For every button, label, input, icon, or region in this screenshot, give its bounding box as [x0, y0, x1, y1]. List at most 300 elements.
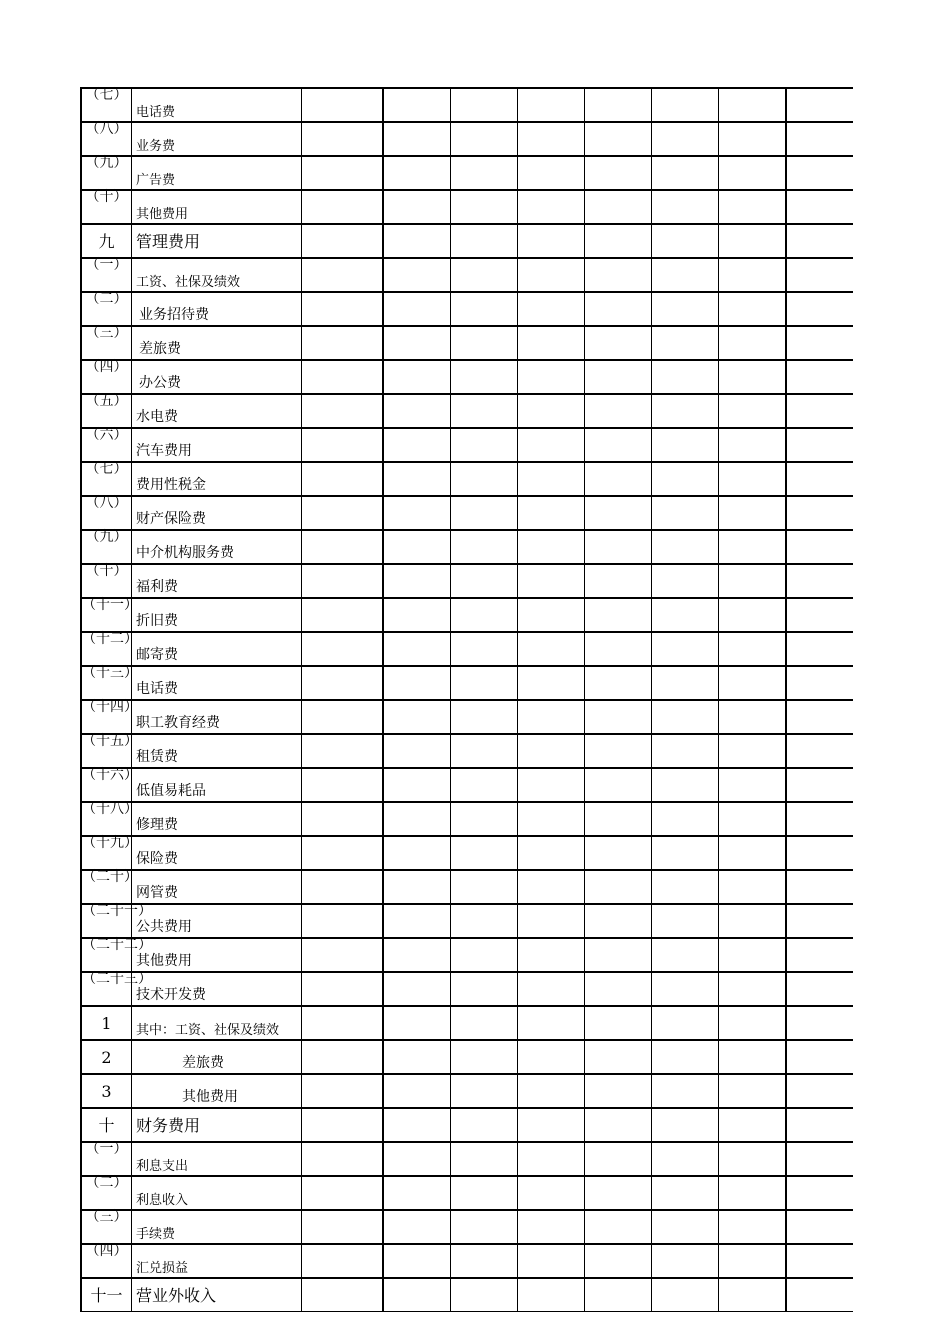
row-number[interactable]: （十五）: [81, 734, 132, 768]
row-item-name[interactable]: 邮寄费: [132, 632, 302, 666]
value-cell[interactable]: [383, 700, 451, 734]
value-cell[interactable]: [585, 904, 652, 938]
value-cell[interactable]: [719, 632, 787, 666]
value-cell[interactable]: [451, 1210, 518, 1244]
value-cell[interactable]: [518, 224, 585, 258]
row-item-name[interactable]: 业务招待费: [132, 292, 302, 326]
row-number[interactable]: （三）: [81, 326, 132, 360]
value-cell[interactable]: [383, 938, 451, 972]
row-item-name[interactable]: 工资、社保及绩效: [132, 258, 302, 292]
value-cell[interactable]: [518, 666, 585, 700]
value-cell[interactable]: [383, 768, 451, 802]
row-number[interactable]: （五）: [81, 394, 132, 428]
value-cell[interactable]: [719, 326, 787, 360]
value-cell[interactable]: [383, 904, 451, 938]
value-cell[interactable]: [786, 462, 853, 496]
value-cell[interactable]: [383, 598, 451, 632]
value-cell[interactable]: [652, 88, 719, 122]
row-item-name[interactable]: 财务费用: [132, 1108, 302, 1142]
row-number[interactable]: （七）: [81, 88, 132, 122]
value-cell[interactable]: [719, 360, 787, 394]
value-cell[interactable]: [719, 564, 787, 598]
value-cell[interactable]: [585, 700, 652, 734]
value-cell[interactable]: [518, 394, 585, 428]
value-cell[interactable]: [786, 802, 853, 836]
row-item-name[interactable]: 手续费: [132, 1210, 302, 1244]
value-cell[interactable]: [302, 734, 384, 768]
value-cell[interactable]: [383, 666, 451, 700]
value-cell[interactable]: [585, 1278, 652, 1312]
row-item-name[interactable]: 财产保险费: [132, 496, 302, 530]
value-cell[interactable]: [518, 632, 585, 666]
value-cell[interactable]: [451, 938, 518, 972]
value-cell[interactable]: [652, 836, 719, 870]
value-cell[interactable]: [719, 904, 787, 938]
value-cell[interactable]: [719, 258, 787, 292]
value-cell[interactable]: [719, 1006, 787, 1040]
value-cell[interactable]: [652, 326, 719, 360]
value-cell[interactable]: [585, 462, 652, 496]
value-cell[interactable]: [652, 1108, 719, 1142]
value-cell[interactable]: [585, 292, 652, 326]
value-cell[interactable]: [451, 972, 518, 1006]
value-cell[interactable]: [652, 972, 719, 1006]
value-cell[interactable]: [451, 530, 518, 564]
value-cell[interactable]: [585, 1040, 652, 1074]
value-cell[interactable]: [786, 292, 853, 326]
value-cell[interactable]: [451, 360, 518, 394]
value-cell[interactable]: [383, 360, 451, 394]
value-cell[interactable]: [451, 564, 518, 598]
value-cell[interactable]: [518, 1040, 585, 1074]
value-cell[interactable]: [383, 1210, 451, 1244]
value-cell[interactable]: [518, 768, 585, 802]
value-cell[interactable]: [786, 904, 853, 938]
value-cell[interactable]: [719, 88, 787, 122]
value-cell[interactable]: [302, 462, 384, 496]
value-cell[interactable]: [383, 190, 451, 224]
value-cell[interactable]: [451, 326, 518, 360]
row-item-name[interactable]: 低值易耗品: [132, 768, 302, 802]
value-cell[interactable]: [786, 530, 853, 564]
row-item-name[interactable]: 中介机构服务费: [132, 530, 302, 564]
row-item-name[interactable]: 技术开发费: [132, 972, 302, 1006]
value-cell[interactable]: [302, 258, 384, 292]
row-number[interactable]: （二十一）: [81, 904, 132, 938]
value-cell[interactable]: [451, 870, 518, 904]
value-cell[interactable]: [585, 1108, 652, 1142]
row-item-name[interactable]: 网管费: [132, 870, 302, 904]
value-cell[interactable]: [302, 564, 384, 598]
value-cell[interactable]: [302, 156, 384, 190]
row-item-name[interactable]: 利息支出: [132, 1142, 302, 1176]
row-item-name[interactable]: 公共费用: [132, 904, 302, 938]
value-cell[interactable]: [383, 972, 451, 1006]
value-cell[interactable]: [719, 292, 787, 326]
value-cell[interactable]: [302, 768, 384, 802]
value-cell[interactable]: [652, 258, 719, 292]
row-number[interactable]: 九: [81, 224, 132, 258]
row-item-name[interactable]: 办公费: [132, 360, 302, 394]
value-cell[interactable]: [585, 768, 652, 802]
value-cell[interactable]: [786, 870, 853, 904]
value-cell[interactable]: [518, 122, 585, 156]
row-item-name[interactable]: 其中：工资、社保及绩效: [132, 1006, 302, 1040]
value-cell[interactable]: [302, 360, 384, 394]
row-number[interactable]: （二十三）: [81, 972, 132, 1006]
value-cell[interactable]: [652, 700, 719, 734]
value-cell[interactable]: [585, 1006, 652, 1040]
value-cell[interactable]: [652, 190, 719, 224]
row-item-name[interactable]: 汇兑损益: [132, 1244, 302, 1278]
row-number[interactable]: （一）: [81, 258, 132, 292]
value-cell[interactable]: [451, 734, 518, 768]
value-cell[interactable]: [719, 224, 787, 258]
row-number[interactable]: （九）: [81, 530, 132, 564]
value-cell[interactable]: [518, 462, 585, 496]
row-number[interactable]: 3: [81, 1074, 132, 1108]
value-cell[interactable]: [451, 1142, 518, 1176]
value-cell[interactable]: [451, 224, 518, 258]
value-cell[interactable]: [585, 1210, 652, 1244]
value-cell[interactable]: [585, 1244, 652, 1278]
value-cell[interactable]: [518, 530, 585, 564]
value-cell[interactable]: [518, 156, 585, 190]
value-cell[interactable]: [719, 190, 787, 224]
value-cell[interactable]: [652, 394, 719, 428]
value-cell[interactable]: [451, 802, 518, 836]
value-cell[interactable]: [518, 1278, 585, 1312]
value-cell[interactable]: [518, 360, 585, 394]
value-cell[interactable]: [383, 870, 451, 904]
value-cell[interactable]: [451, 462, 518, 496]
value-cell[interactable]: [786, 258, 853, 292]
value-cell[interactable]: [652, 1006, 719, 1040]
value-cell[interactable]: [302, 1006, 384, 1040]
value-cell[interactable]: [302, 938, 384, 972]
row-number[interactable]: （二）: [81, 292, 132, 326]
value-cell[interactable]: [302, 836, 384, 870]
value-cell[interactable]: [786, 224, 853, 258]
value-cell[interactable]: [652, 1210, 719, 1244]
value-cell[interactable]: [786, 326, 853, 360]
value-cell[interactable]: [786, 938, 853, 972]
value-cell[interactable]: [518, 734, 585, 768]
value-cell[interactable]: [585, 190, 652, 224]
row-number[interactable]: （十四）: [81, 700, 132, 734]
row-number[interactable]: （三）: [81, 1210, 132, 1244]
value-cell[interactable]: [302, 122, 384, 156]
value-cell[interactable]: [719, 428, 787, 462]
row-number[interactable]: （八）: [81, 122, 132, 156]
value-cell[interactable]: [786, 1142, 853, 1176]
value-cell[interactable]: [451, 428, 518, 462]
value-cell[interactable]: [518, 428, 585, 462]
value-cell[interactable]: [786, 122, 853, 156]
value-cell[interactable]: [302, 972, 384, 1006]
value-cell[interactable]: [585, 836, 652, 870]
value-cell[interactable]: [652, 1278, 719, 1312]
row-number[interactable]: （一）: [81, 1142, 132, 1176]
value-cell[interactable]: [786, 632, 853, 666]
value-cell[interactable]: [518, 1006, 585, 1040]
value-cell[interactable]: [786, 836, 853, 870]
value-cell[interactable]: [585, 734, 652, 768]
value-cell[interactable]: [451, 1176, 518, 1210]
value-cell[interactable]: [719, 1278, 787, 1312]
row-item-name[interactable]: 管理费用: [132, 224, 302, 258]
value-cell[interactable]: [451, 700, 518, 734]
row-number[interactable]: （十八）: [81, 802, 132, 836]
value-cell[interactable]: [383, 326, 451, 360]
value-cell[interactable]: [451, 768, 518, 802]
value-cell[interactable]: [451, 598, 518, 632]
value-cell[interactable]: [719, 1074, 787, 1108]
value-cell[interactable]: [719, 938, 787, 972]
value-cell[interactable]: [302, 190, 384, 224]
value-cell[interactable]: [302, 700, 384, 734]
value-cell[interactable]: [652, 1142, 719, 1176]
value-cell[interactable]: [585, 632, 652, 666]
value-cell[interactable]: [652, 1074, 719, 1108]
value-cell[interactable]: [652, 1176, 719, 1210]
value-cell[interactable]: [652, 632, 719, 666]
value-cell[interactable]: [383, 1040, 451, 1074]
row-item-name[interactable]: 差旅费: [132, 1040, 302, 1074]
value-cell[interactable]: [585, 258, 652, 292]
value-cell[interactable]: [383, 1006, 451, 1040]
value-cell[interactable]: [451, 1278, 518, 1312]
row-number[interactable]: 十一: [81, 1278, 132, 1312]
value-cell[interactable]: [383, 292, 451, 326]
value-cell[interactable]: [585, 122, 652, 156]
value-cell[interactable]: [652, 938, 719, 972]
row-number[interactable]: （十）: [81, 564, 132, 598]
value-cell[interactable]: [719, 666, 787, 700]
value-cell[interactable]: [518, 1244, 585, 1278]
row-item-name[interactable]: 修理费: [132, 802, 302, 836]
value-cell[interactable]: [652, 666, 719, 700]
value-cell[interactable]: [585, 802, 652, 836]
value-cell[interactable]: [652, 768, 719, 802]
value-cell[interactable]: [302, 394, 384, 428]
value-cell[interactable]: [383, 156, 451, 190]
value-cell[interactable]: [518, 190, 585, 224]
row-item-name[interactable]: 其他费用: [132, 938, 302, 972]
value-cell[interactable]: [652, 122, 719, 156]
row-item-name[interactable]: 福利费: [132, 564, 302, 598]
value-cell[interactable]: [585, 496, 652, 530]
value-cell[interactable]: [518, 836, 585, 870]
value-cell[interactable]: [786, 1108, 853, 1142]
value-cell[interactable]: [383, 802, 451, 836]
value-cell[interactable]: [518, 598, 585, 632]
value-cell[interactable]: [585, 530, 652, 564]
value-cell[interactable]: [719, 1176, 787, 1210]
row-item-name[interactable]: 广告费: [132, 156, 302, 190]
value-cell[interactable]: [451, 1074, 518, 1108]
value-cell[interactable]: [652, 360, 719, 394]
row-number[interactable]: 2: [81, 1040, 132, 1074]
value-cell[interactable]: [383, 564, 451, 598]
value-cell[interactable]: [383, 1142, 451, 1176]
value-cell[interactable]: [451, 190, 518, 224]
value-cell[interactable]: [652, 292, 719, 326]
value-cell[interactable]: [585, 156, 652, 190]
value-cell[interactable]: [585, 428, 652, 462]
value-cell[interactable]: [383, 258, 451, 292]
value-cell[interactable]: [383, 428, 451, 462]
value-cell[interactable]: [719, 972, 787, 1006]
row-item-name[interactable]: 营业外收入: [132, 1278, 302, 1312]
value-cell[interactable]: [518, 326, 585, 360]
row-number[interactable]: （四）: [81, 1244, 132, 1278]
value-cell[interactable]: [451, 258, 518, 292]
value-cell[interactable]: [786, 734, 853, 768]
row-number[interactable]: （二）: [81, 1176, 132, 1210]
value-cell[interactable]: [786, 768, 853, 802]
row-number[interactable]: 十: [81, 1108, 132, 1142]
value-cell[interactable]: [585, 1142, 652, 1176]
value-cell[interactable]: [518, 1210, 585, 1244]
row-item-name[interactable]: 利息收入: [132, 1176, 302, 1210]
value-cell[interactable]: [302, 1278, 384, 1312]
value-cell[interactable]: [585, 224, 652, 258]
value-cell[interactable]: [719, 598, 787, 632]
value-cell[interactable]: [302, 326, 384, 360]
value-cell[interactable]: [383, 1176, 451, 1210]
value-cell[interactable]: [518, 292, 585, 326]
row-number[interactable]: （十一）: [81, 598, 132, 632]
value-cell[interactable]: [585, 564, 652, 598]
value-cell[interactable]: [652, 802, 719, 836]
value-cell[interactable]: [585, 1176, 652, 1210]
value-cell[interactable]: [302, 1142, 384, 1176]
value-cell[interactable]: [719, 1142, 787, 1176]
value-cell[interactable]: [302, 1176, 384, 1210]
value-cell[interactable]: [302, 224, 384, 258]
value-cell[interactable]: [518, 972, 585, 1006]
value-cell[interactable]: [786, 1278, 853, 1312]
value-cell[interactable]: [652, 428, 719, 462]
value-cell[interactable]: [786, 1176, 853, 1210]
value-cell[interactable]: [451, 666, 518, 700]
value-cell[interactable]: [786, 1210, 853, 1244]
value-cell[interactable]: [719, 870, 787, 904]
value-cell[interactable]: [451, 496, 518, 530]
value-cell[interactable]: [719, 734, 787, 768]
value-cell[interactable]: [451, 904, 518, 938]
row-number[interactable]: （十六）: [81, 768, 132, 802]
value-cell[interactable]: [451, 394, 518, 428]
value-cell[interactable]: [383, 1278, 451, 1312]
value-cell[interactable]: [302, 530, 384, 564]
value-cell[interactable]: [786, 360, 853, 394]
value-cell[interactable]: [652, 156, 719, 190]
value-cell[interactable]: [302, 1074, 384, 1108]
value-cell[interactable]: [719, 530, 787, 564]
value-cell[interactable]: [786, 972, 853, 1006]
value-cell[interactable]: [719, 394, 787, 428]
value-cell[interactable]: [786, 598, 853, 632]
value-cell[interactable]: [518, 700, 585, 734]
row-item-name[interactable]: 汽车费用: [132, 428, 302, 462]
value-cell[interactable]: [786, 564, 853, 598]
value-cell[interactable]: [585, 88, 652, 122]
value-cell[interactable]: [302, 1210, 384, 1244]
row-number[interactable]: （八）: [81, 496, 132, 530]
value-cell[interactable]: [302, 428, 384, 462]
value-cell[interactable]: [451, 88, 518, 122]
value-cell[interactable]: [518, 904, 585, 938]
value-cell[interactable]: [585, 394, 652, 428]
value-cell[interactable]: [383, 1108, 451, 1142]
value-cell[interactable]: [383, 734, 451, 768]
row-number[interactable]: （七）: [81, 462, 132, 496]
value-cell[interactable]: [383, 224, 451, 258]
value-cell[interactable]: [786, 88, 853, 122]
value-cell[interactable]: [719, 700, 787, 734]
value-cell[interactable]: [652, 564, 719, 598]
value-cell[interactable]: [719, 156, 787, 190]
value-cell[interactable]: [652, 530, 719, 564]
value-cell[interactable]: [302, 870, 384, 904]
row-item-name[interactable]: 租赁费: [132, 734, 302, 768]
value-cell[interactable]: [451, 632, 518, 666]
value-cell[interactable]: [719, 462, 787, 496]
row-number[interactable]: （十）: [81, 190, 132, 224]
value-cell[interactable]: [786, 1074, 853, 1108]
row-item-name[interactable]: 差旅费: [132, 326, 302, 360]
value-cell[interactable]: [786, 1006, 853, 1040]
row-number[interactable]: （四）: [81, 360, 132, 394]
value-cell[interactable]: [786, 666, 853, 700]
row-item-name[interactable]: 折旧费: [132, 598, 302, 632]
value-cell[interactable]: [786, 1040, 853, 1074]
row-number[interactable]: （二十二）: [81, 938, 132, 972]
value-cell[interactable]: [302, 496, 384, 530]
row-item-name[interactable]: 保险费: [132, 836, 302, 870]
value-cell[interactable]: [719, 1244, 787, 1278]
value-cell[interactable]: [302, 292, 384, 326]
value-cell[interactable]: [652, 224, 719, 258]
value-cell[interactable]: [451, 156, 518, 190]
value-cell[interactable]: [585, 972, 652, 1006]
value-cell[interactable]: [585, 360, 652, 394]
row-number[interactable]: （二十）: [81, 870, 132, 904]
value-cell[interactable]: [652, 496, 719, 530]
value-cell[interactable]: [786, 394, 853, 428]
value-cell[interactable]: [451, 1040, 518, 1074]
value-cell[interactable]: [451, 836, 518, 870]
value-cell[interactable]: [383, 394, 451, 428]
value-cell[interactable]: [585, 938, 652, 972]
value-cell[interactable]: [518, 1142, 585, 1176]
row-number[interactable]: （十二）: [81, 632, 132, 666]
row-number[interactable]: （九）: [81, 156, 132, 190]
value-cell[interactable]: [719, 122, 787, 156]
value-cell[interactable]: [302, 632, 384, 666]
value-cell[interactable]: [383, 462, 451, 496]
value-cell[interactable]: [652, 1244, 719, 1278]
row-item-name[interactable]: 业务费: [132, 122, 302, 156]
row-item-name[interactable]: 水电费: [132, 394, 302, 428]
value-cell[interactable]: [383, 530, 451, 564]
value-cell[interactable]: [719, 1108, 787, 1142]
value-cell[interactable]: [585, 326, 652, 360]
value-cell[interactable]: [518, 1074, 585, 1108]
value-cell[interactable]: [719, 802, 787, 836]
